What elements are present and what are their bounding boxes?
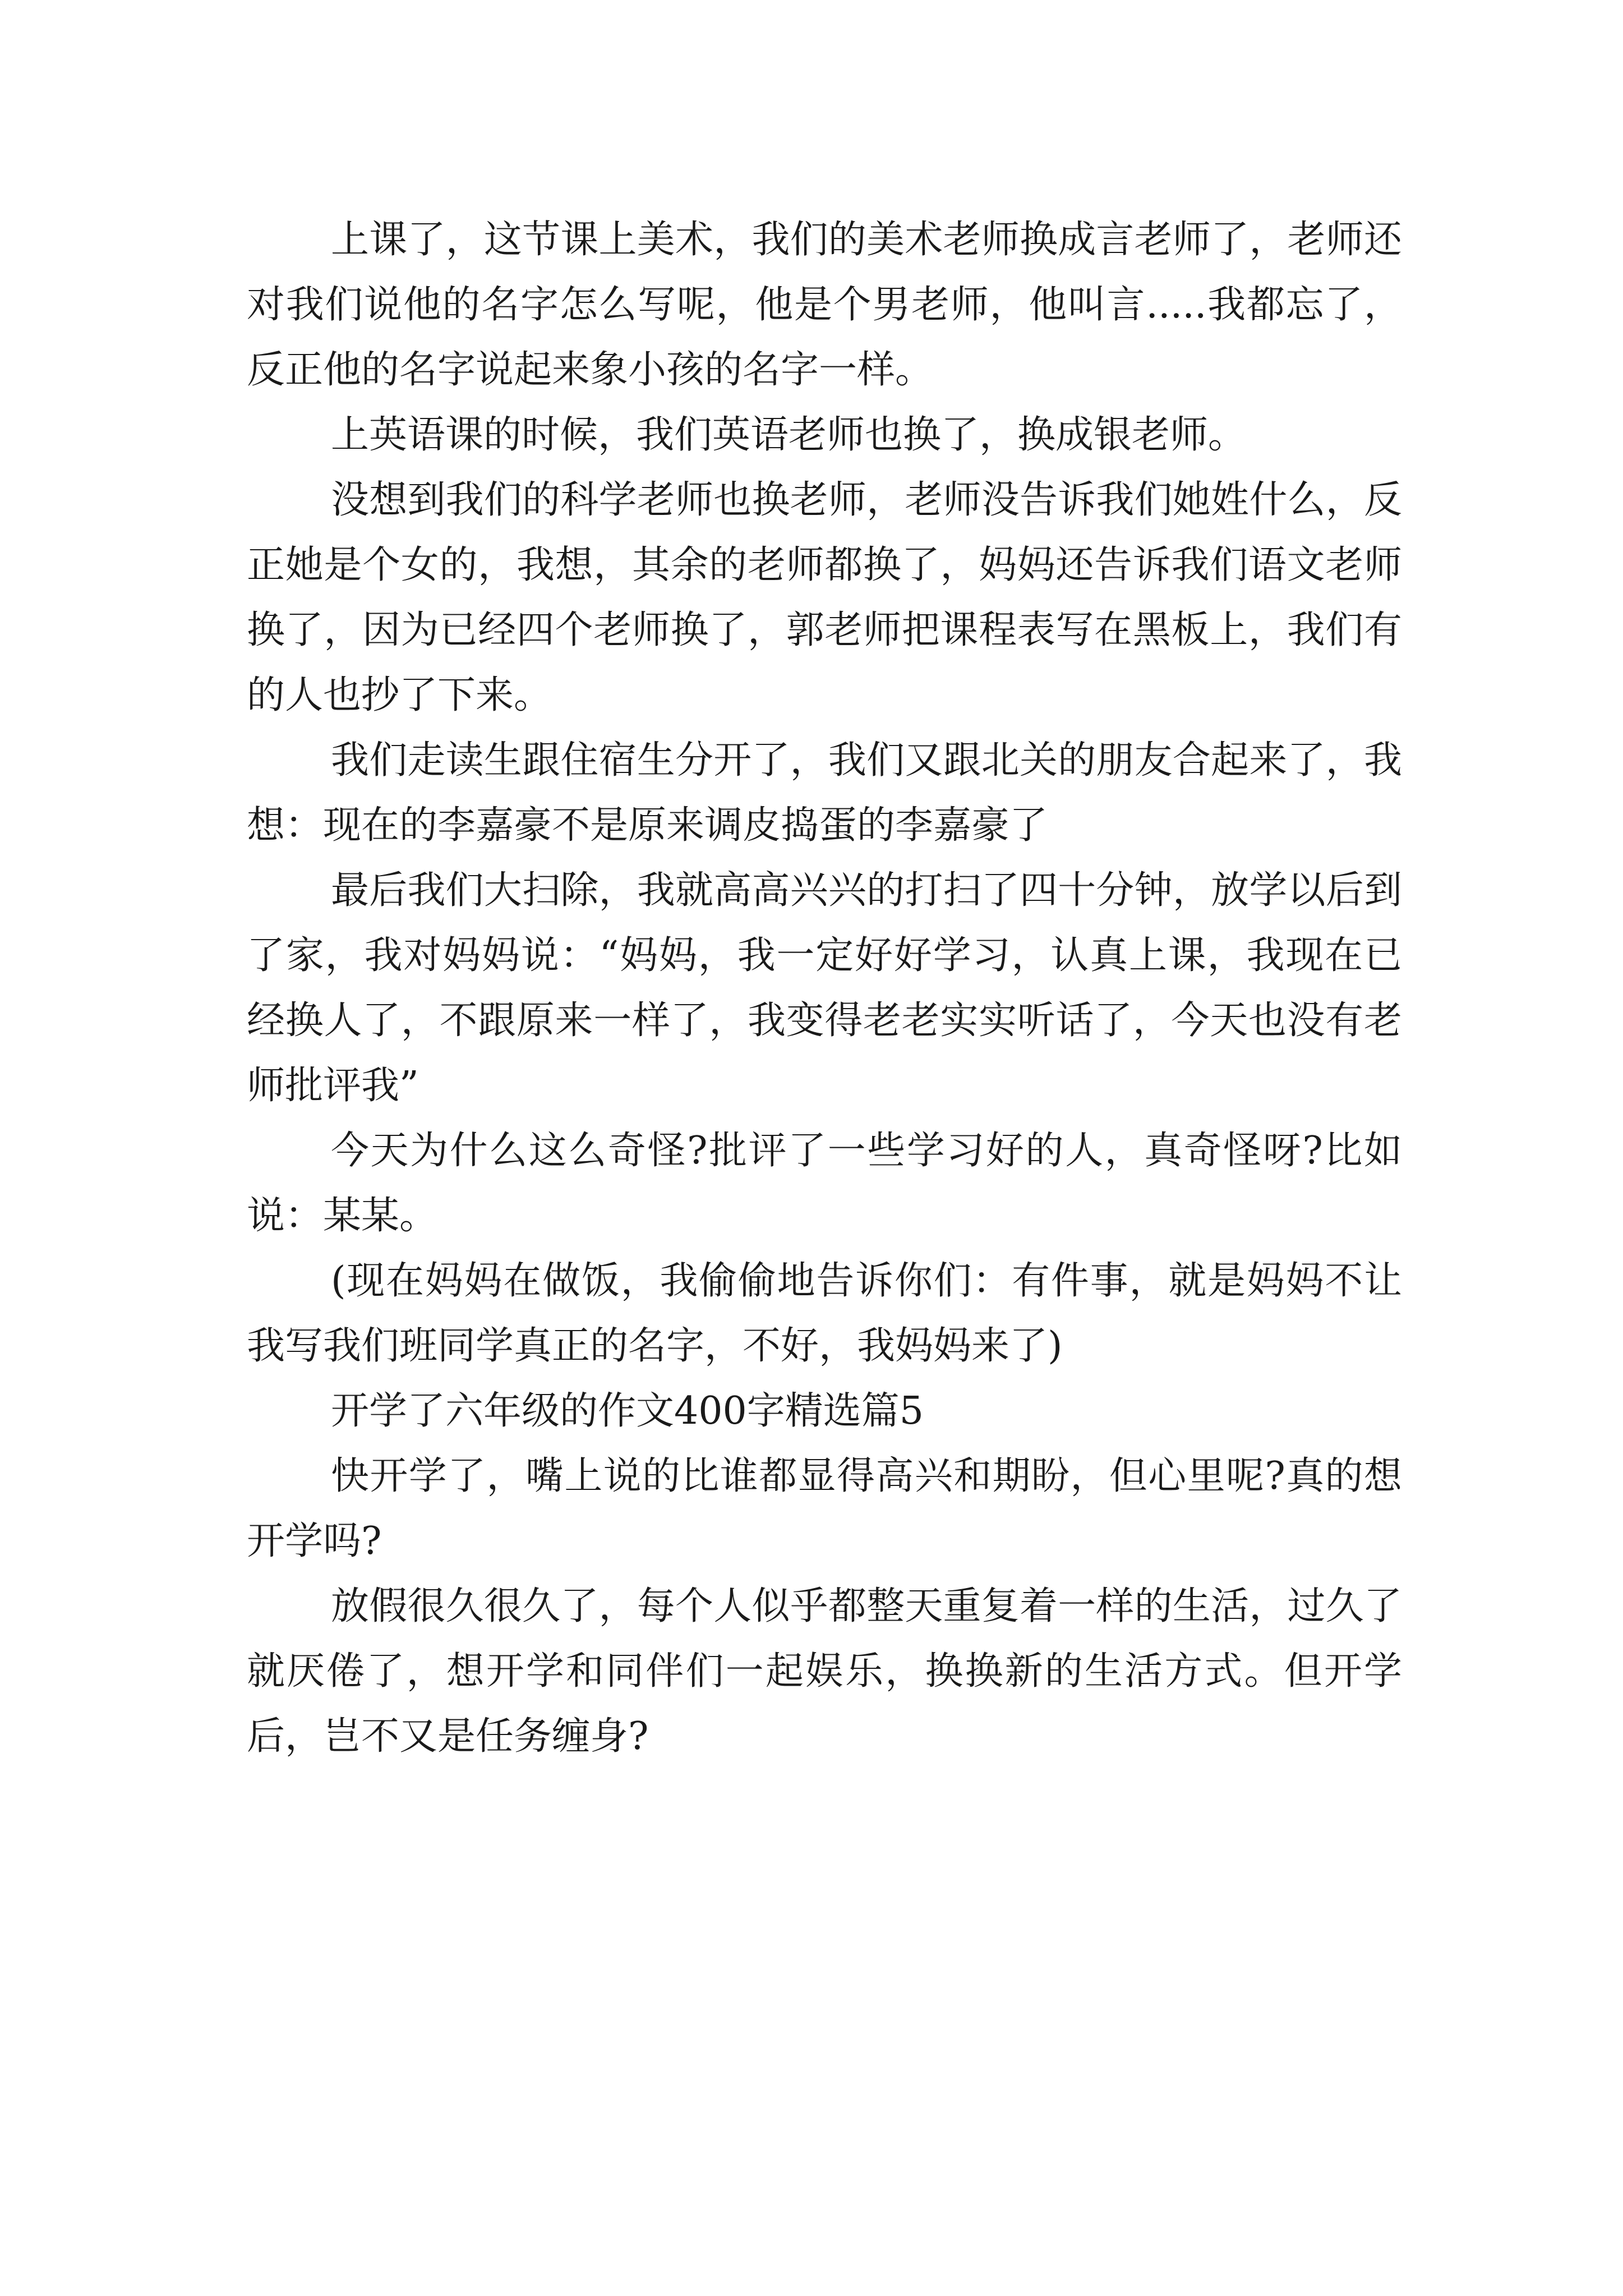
paragraph-mom-cooking: (现在妈妈在做饭，我偷偷地告诉你们：有件事，就是妈妈不让我写我们班同学真正的名字，不好，我妈妈来了) — [247, 1259, 1402, 1368]
paragraph-cleaning: 最后我们大扫除，我就高高兴兴的打扫了四十分钟，放学以后到了家，我对妈妈说：“妈妈，我一定好好学习，认真上课，我现在已经换人了，不跟原来一样了，我变得老老实实听话了，今天也没有老师批评我” — [247, 868, 1402, 1108]
paragraph-strange-day: 今天为什么这么奇怪?批评了一些学习好的人，真奇怪呀?比如说：某某。 — [247, 1129, 1402, 1238]
section-heading: 开学了六年级的作文400字精选篇5 — [331, 1389, 924, 1433]
paragraph-long-vacation: 放假很久很久了，每个人似乎都整天重复着一样的生活，过久了就厌倦了，想开学和同伴们一起娱乐，换换新的生活方式。但开学后，岂不又是任务缠身? — [247, 1584, 1402, 1759]
paragraph-english-class: 上英语课的时候，我们英语老师也换了，换成银老师。 — [331, 413, 1247, 457]
paragraph-science-teacher: 没想到我们的科学老师也换老师，老师没告诉我们她姓什么，反正她是个女的，我想，其余的老师都换了，妈妈还告诉我们语文老师换了，因为已经四个老师换了，郭老师把课程表写在黑板上，我们有的人也抄了下来。 — [247, 478, 1402, 717]
document-body — [247, 208, 1402, 1769]
paragraph-school-starting: 快开学了，嘴上说的比谁都显得高兴和期盼，但心里呢?真的想开学吗? — [247, 1454, 1402, 1563]
paragraph-day-students: 我们走读生跟住宿生分开了，我们又跟北关的朋友合起来了，我想：现在的李嘉豪不是原来调皮捣蛋的李嘉豪了 — [247, 738, 1402, 848]
paragraph-art-class: 上课了，这节课上美术，我们的美术老师换成言老师了，老师还对我们说他的名字怎么写呢，他是个男老师，他叫言.....我都忘了，反正他的名字说起来象小孩的名字一样。 — [247, 218, 1402, 392]
